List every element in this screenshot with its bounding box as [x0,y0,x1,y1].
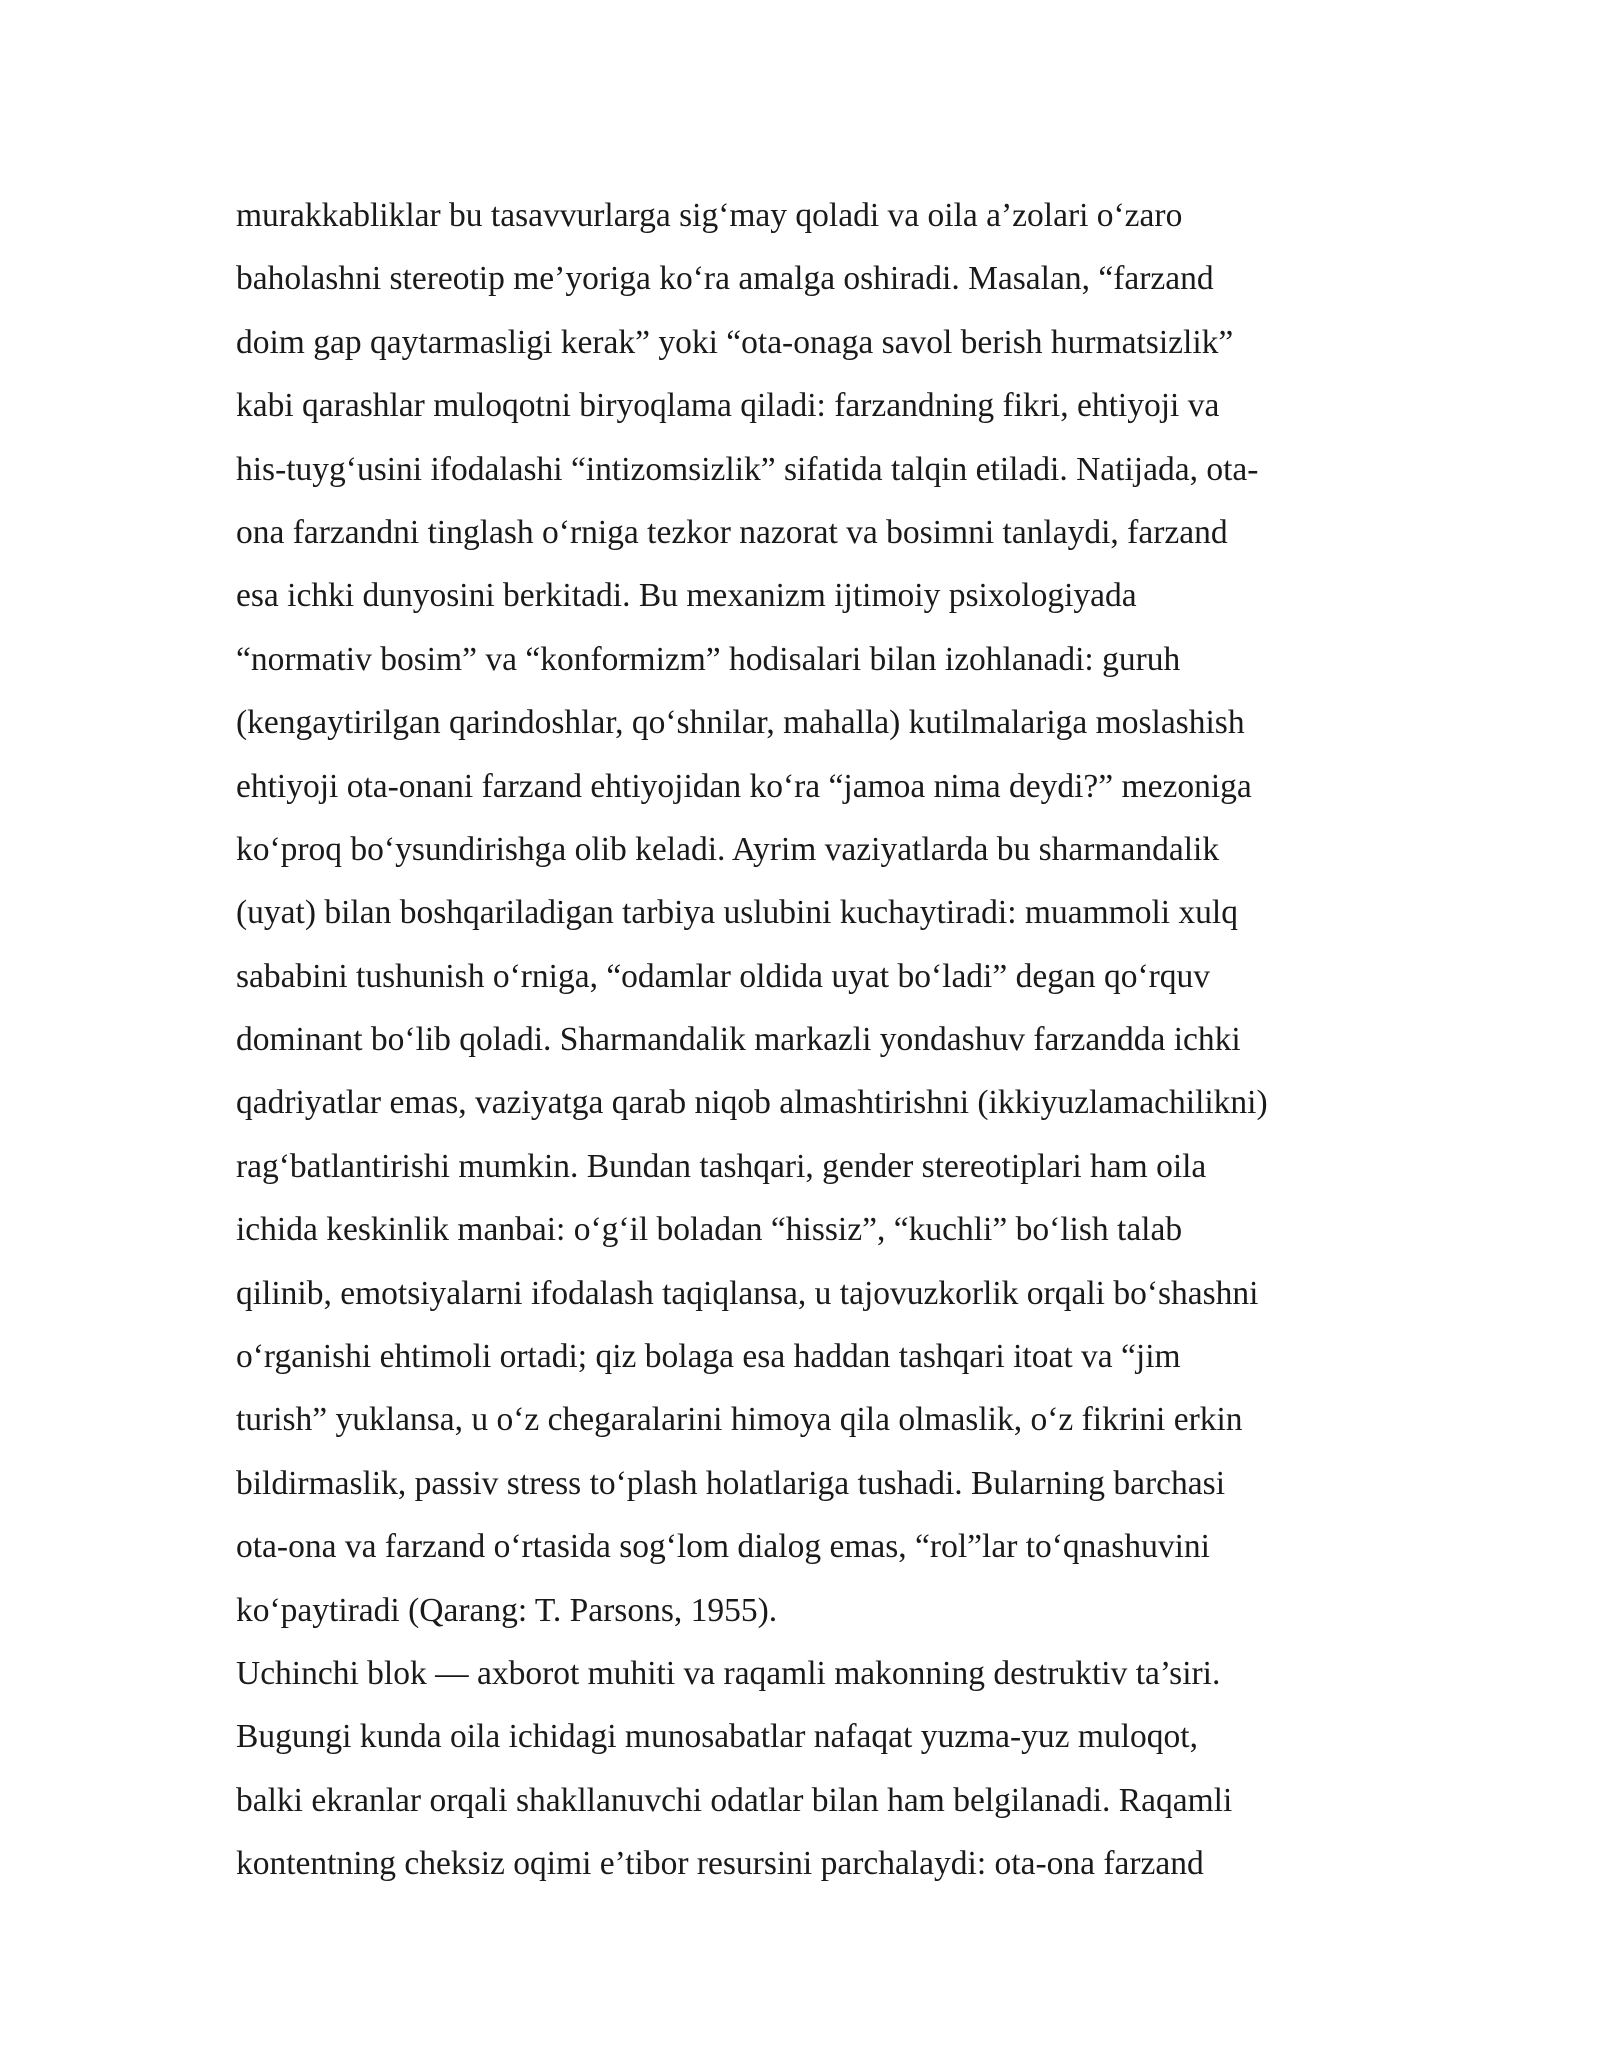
text-line: “normativ bosim” va “konformizm” hodisalari bilan izohlanadi: guruh [236,640,1181,678]
text-line: doim gap qaytarmasligi kerak” yoki “ota-onaga savol berish hurmatsizlik” [236,323,1234,361]
text-line: Uchinchi blok — axborot muhiti va raqamli makonning destruktiv ta’siri. [236,1654,1221,1692]
text-line: baholashni stereotip me’yoriga ko‘ra amalga oshiradi. Masalan, “farzand [236,260,1214,298]
text-line: bildirmaslik, passiv stress to‘plash holatlariga tushadi. Bularning barchasi [236,1464,1226,1502]
text-line: (uyat) bilan boshqariladigan tarbiya uslubini kuchaytiradi: muammoli xulq [236,894,1238,932]
text-line: ona farzandni tinglash o‘rniga tezkor nazorat va bosimni tanlaydi, farzand [236,513,1228,551]
text-line: ota-ona va farzand o‘rtasida sog‘lom dialog emas, “rol”lar to‘qnashuvini [236,1528,1210,1566]
text-line: kabi qarashlar muloqotni biryoqlama qiladi: farzandning fikri, ehtiyoji va [236,387,1220,425]
text-line: qilinib, emotsiyalarni ifodalash taqiqlansa, u tajovuzkorlik orqali bo‘shashni [236,1274,1259,1312]
text-line: o‘rganishi ehtimoli ortadi; qiz bolaga esa haddan tashqari itoat va “jim [236,1338,1181,1376]
text-line: ehtiyoji ota-onani farzand ehtiyojidan ko‘ra “jamoa nima deydi?” mezoniga [236,767,1252,805]
text-line: Bugungi kunda oila ichidagi munosabatlar nafaqat yuzma-yuz muloqot, [236,1718,1198,1756]
body-text [236,184,1396,1896]
text-line: kontentning cheksiz oqimi e’tibor resursini parchalaydi: ota-ona farzand [236,1845,1204,1883]
text-line: balki ekranlar orqali shakllanuvchi odatlar bilan ham belgilanadi. Raqamli [236,1781,1233,1819]
text-line: ichida keskinlik manbai: o‘g‘il boladan “hissiz”, “kuchli” bo‘lish talab [236,1211,1183,1249]
text-line: turish” yuklansa, u o‘z chegaralarini himoya qila olmaslik, o‘z fikrini erkin [236,1401,1243,1439]
text-line: dominant bo‘lib qoladi. Sharmandalik markazli yondashuv farzandda ichki [236,1021,1241,1059]
text-line: qadriyatlar emas, vaziyatga qarab niqob almashtirishni (ikkiyuzlamachilikni) [236,1084,1268,1122]
text-line: esa ichki dunyosini berkitadi. Bu mexanizm ijtimoiy psixologiyada [236,577,1137,615]
text-line: sababini tushunish o‘rniga, “odamlar oldida uyat bo‘ladi” degan qo‘rquv [236,957,1211,995]
text-line: ko‘paytiradi (Qarang: T. Parsons, 1955). [236,1591,778,1629]
text-line: ko‘proq bo‘ysundirishga olib keladi. Ayrim vaziyatlarda bu sharmandalik [236,830,1220,868]
text-line: rag‘batlantirishi mumkin. Bundan tashqari, gender stereotiplari ham oila [236,1147,1207,1185]
text-line: his-tuyg‘usini ifodalashi “intizomsizlik” sifatida talqin etiladi. Natijada, ota- [236,450,1259,488]
text-line: murakkabliklar bu tasavvurlarga sig‘may qoladi va oila a’zolari o‘zaro [236,197,1183,234]
text-line: (kengaytirilgan qarindoshlar, qo‘shnilar, mahalla) kutilmalariga moslashish [236,704,1245,742]
